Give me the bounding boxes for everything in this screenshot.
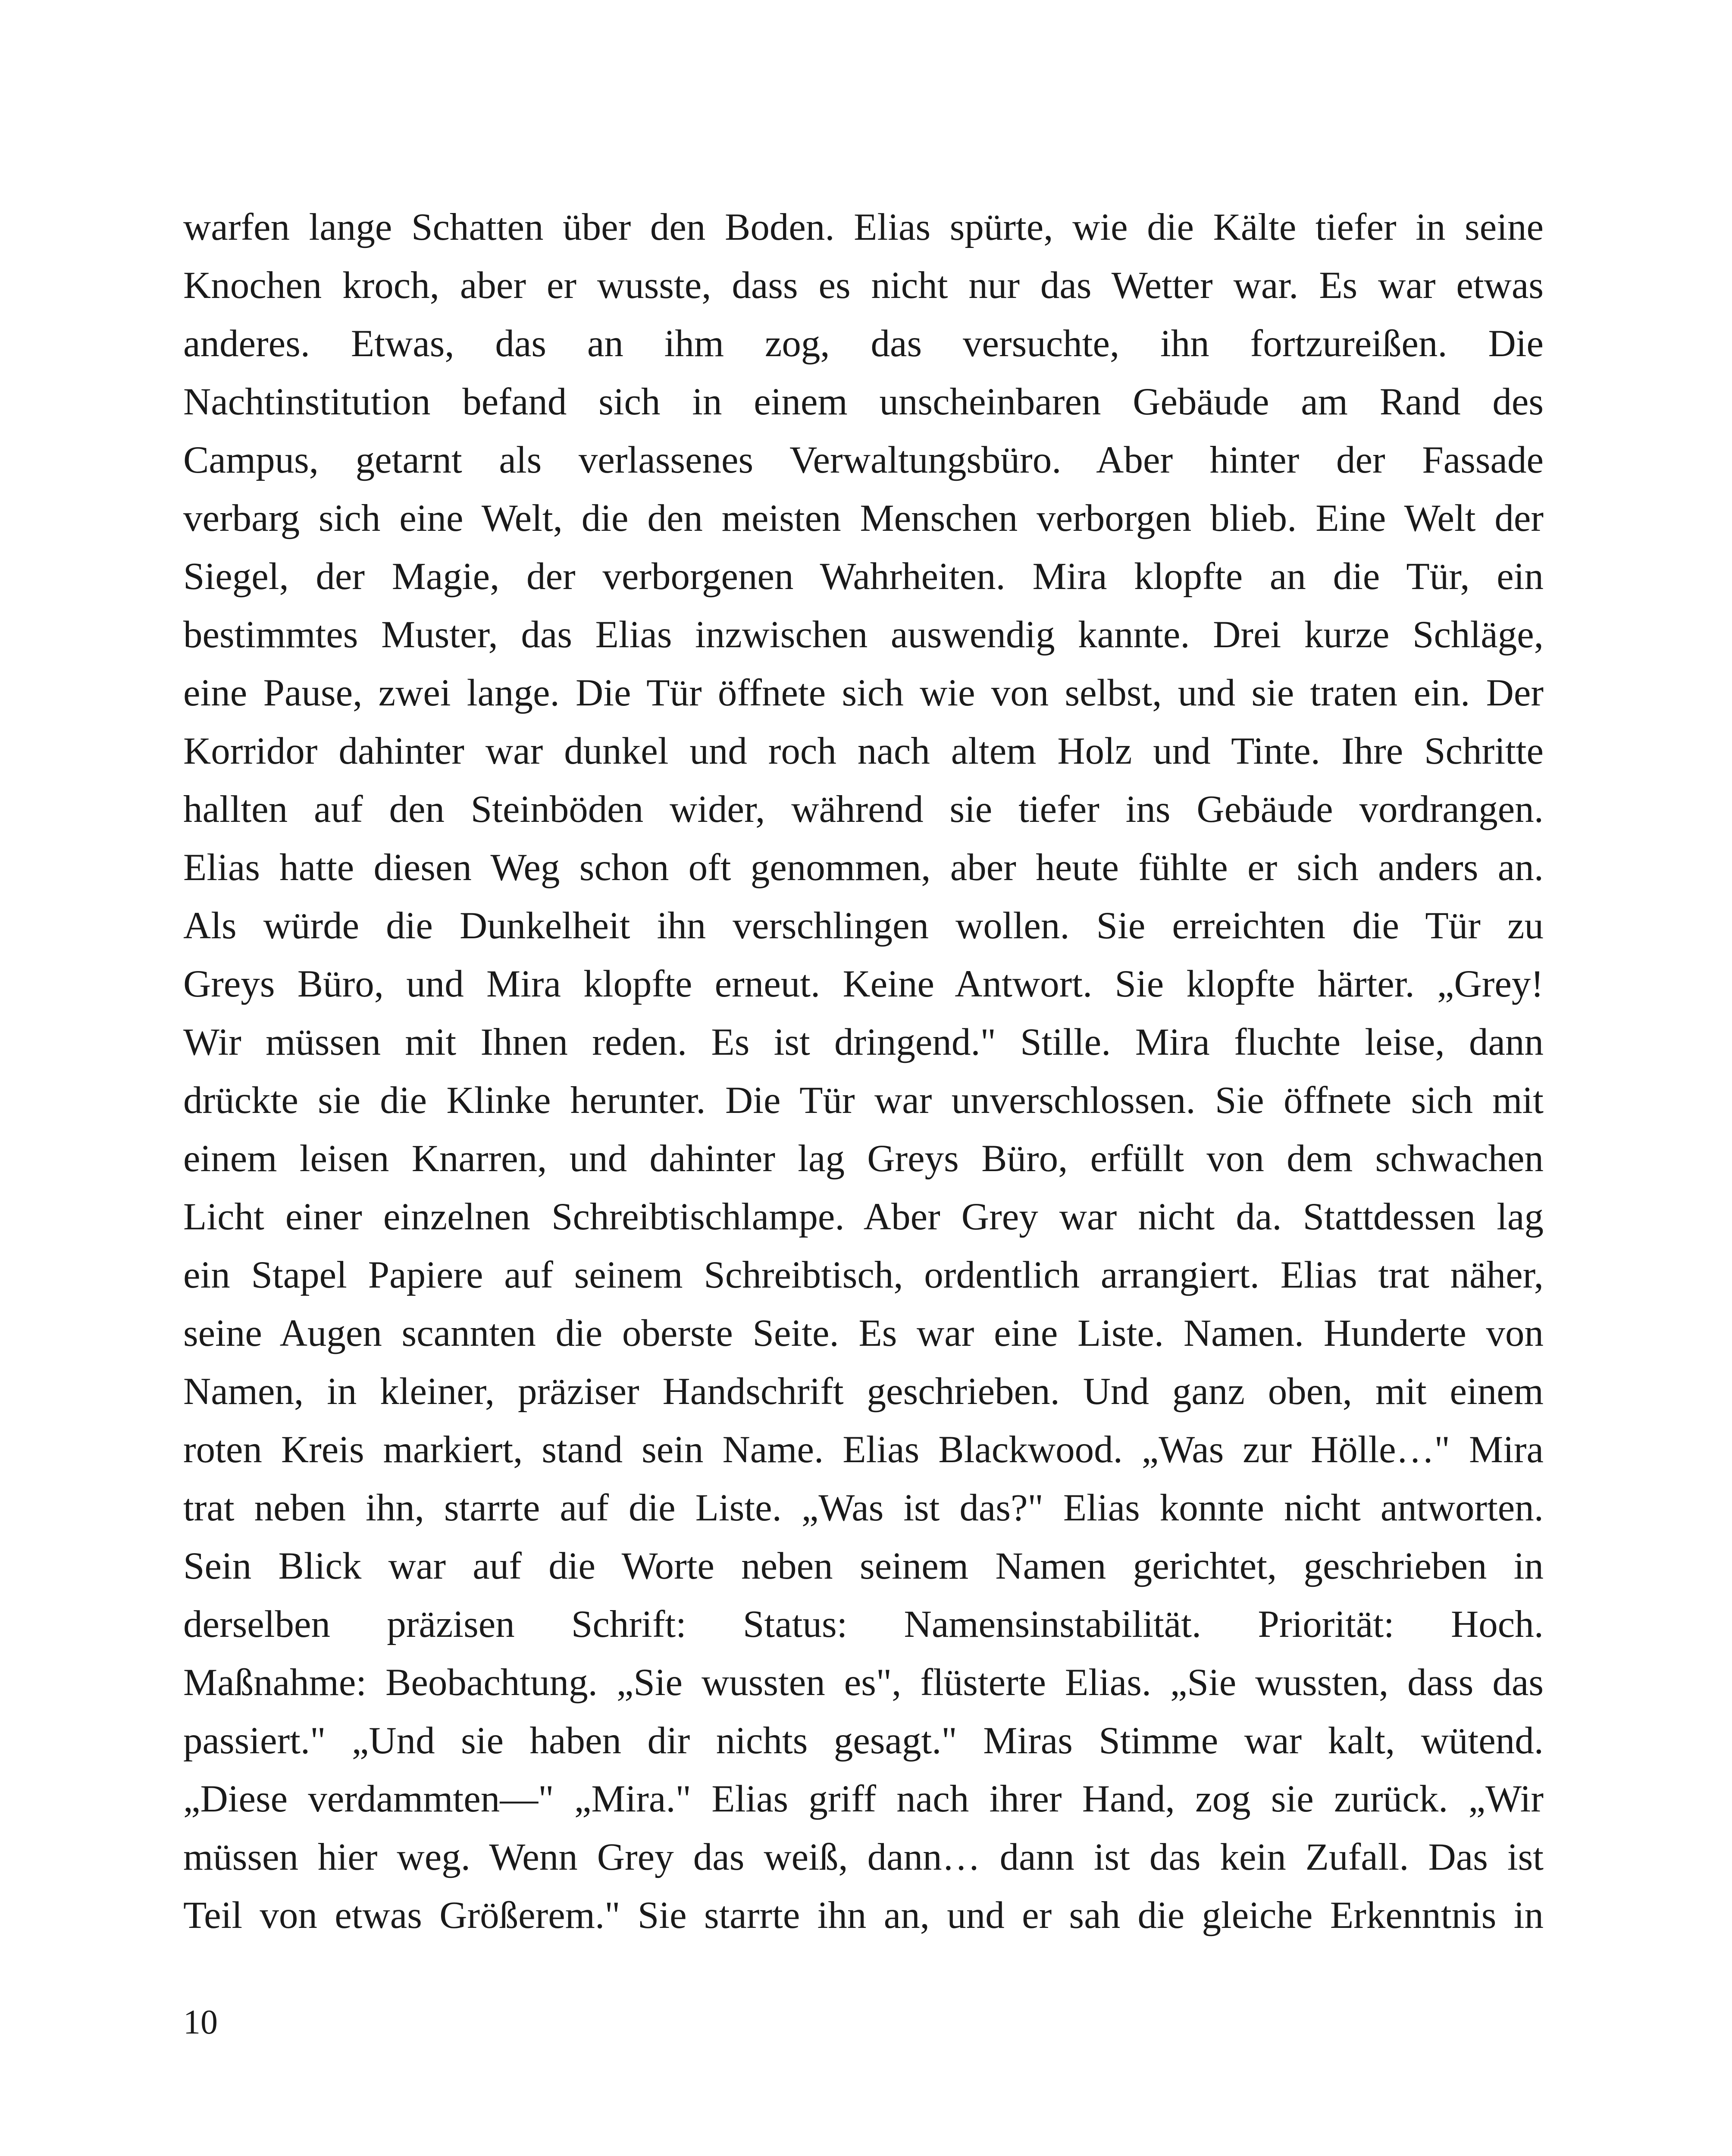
text-line: Greys Büro, und Mira klopfte erneut. Keine Antwort. Sie klopfte härter. „Grey! [183,963,1544,1005]
text-line: passiert." „Und sie haben dir nichts gesagt." Miras Stimme war kalt, wütend. [183,1720,1544,1762]
text-line: Als würde die Dunkelheit ihn verschlingen wollen. Sie erreichten die Tür zu [183,905,1544,947]
text-line: roten Kreis markiert, stand sein Name. Elias Blackwood. „Was zur Hölle…" Mira [183,1429,1544,1471]
text-line: Sein Blick war auf die Worte neben seinem Namen gerichtet, geschrieben in [183,1545,1544,1587]
text-line: „Diese verdammten—" „Mira." Elias griff nach ihrer Hand, zog sie zurück. „Wir [183,1778,1544,1820]
text-line: Knochen kroch, aber er wusste, dass es nicht nur das Wetter war. Es war etwas [183,264,1544,307]
text-line: bestimmtes Muster, das Elias inzwischen auswendig kannte. Drei kurze Schläge, [183,614,1544,656]
text-line: Namen, in kleiner, präziser Handschrift geschrieben. Und ganz oben, mit einem [183,1370,1544,1413]
text-line: Siegel, der Magie, der verborgenen Wahrheiten. Mira klopfte an die Tür, ein [183,555,1544,598]
text-line: anderes. Etwas, das an ihm zog, das versuchte, ihn fortzureißen. Die [183,323,1544,365]
body-text [183,198,1544,1945]
text-line: eine Pause, zwei lange. Die Tür öffnete sich wie von selbst, und sie traten ein. Der [183,672,1544,714]
text-line: drückte sie die Klinke herunter. Die Tür war unverschlossen. Sie öffnete sich mit [183,1079,1544,1122]
text-line: Elias hatte diesen Weg schon oft genommen, aber heute fühlte er sich anders an. [183,846,1544,889]
text-line: seine Augen scannten die oberste Seite. Es war eine Liste. Namen. Hunderte von [183,1312,1544,1354]
text-line: Nachtinstitution befand sich in einem unscheinbaren Gebäude am Rand des [183,381,1544,423]
text-line: hallten auf den Steinböden wider, während sie tiefer ins Gebäude vordrangen. [183,788,1544,830]
text-line: trat neben ihn, starrte auf die Liste. „Was ist das?" Elias konnte nicht antworten. [183,1487,1544,1529]
text-line: Korridor dahinter war dunkel und roch nach altem Holz und Tinte. Ihre Schritte [183,730,1544,772]
text-line: verbarg sich eine Welt, die den meisten Menschen verborgen blieb. Eine Welt der [183,497,1544,539]
text-line: Wir müssen mit Ihnen reden. Es ist dringend." Stille. Mira fluchte leise, dann [183,1021,1544,1063]
text-line: ein Stapel Papiere auf seinem Schreibtisch, ordentlich arrangiert. Elias trat näher, [183,1254,1544,1296]
text-line: Teil von etwas Größerem." Sie starrte ihn an, und er sah die gleiche Erkenntnis in [183,1894,1544,1937]
text-line: derselben präzisen Schrift: Status: Namensinstabilität. Priorität: Hoch. [183,1603,1544,1645]
text-line: Campus, getarnt als verlassenes Verwaltungsbüro. Aber hinter der Fassade [183,439,1544,481]
text-line: Licht einer einzelnen Schreibtischlampe. Aber Grey war nicht da. Stattdessen lag [183,1196,1544,1238]
text-line: Maßnahme: Beobachtung. „Sie wussten es", flüsterte Elias. „Sie wussten, dass das [183,1661,1544,1704]
text-line: einem leisen Knarren, und dahinter lag Greys Büro, erfüllt von dem schwachen [183,1138,1544,1180]
page-number: 10 [183,2003,218,2041]
text-line: müssen hier weg. Wenn Grey das weiß, dann… dann ist das kein Zufall. Das ist [183,1836,1544,1878]
text-line: warfen lange Schatten über den Boden. Elias spürte, wie die Kälte tiefer in seine [183,206,1544,248]
